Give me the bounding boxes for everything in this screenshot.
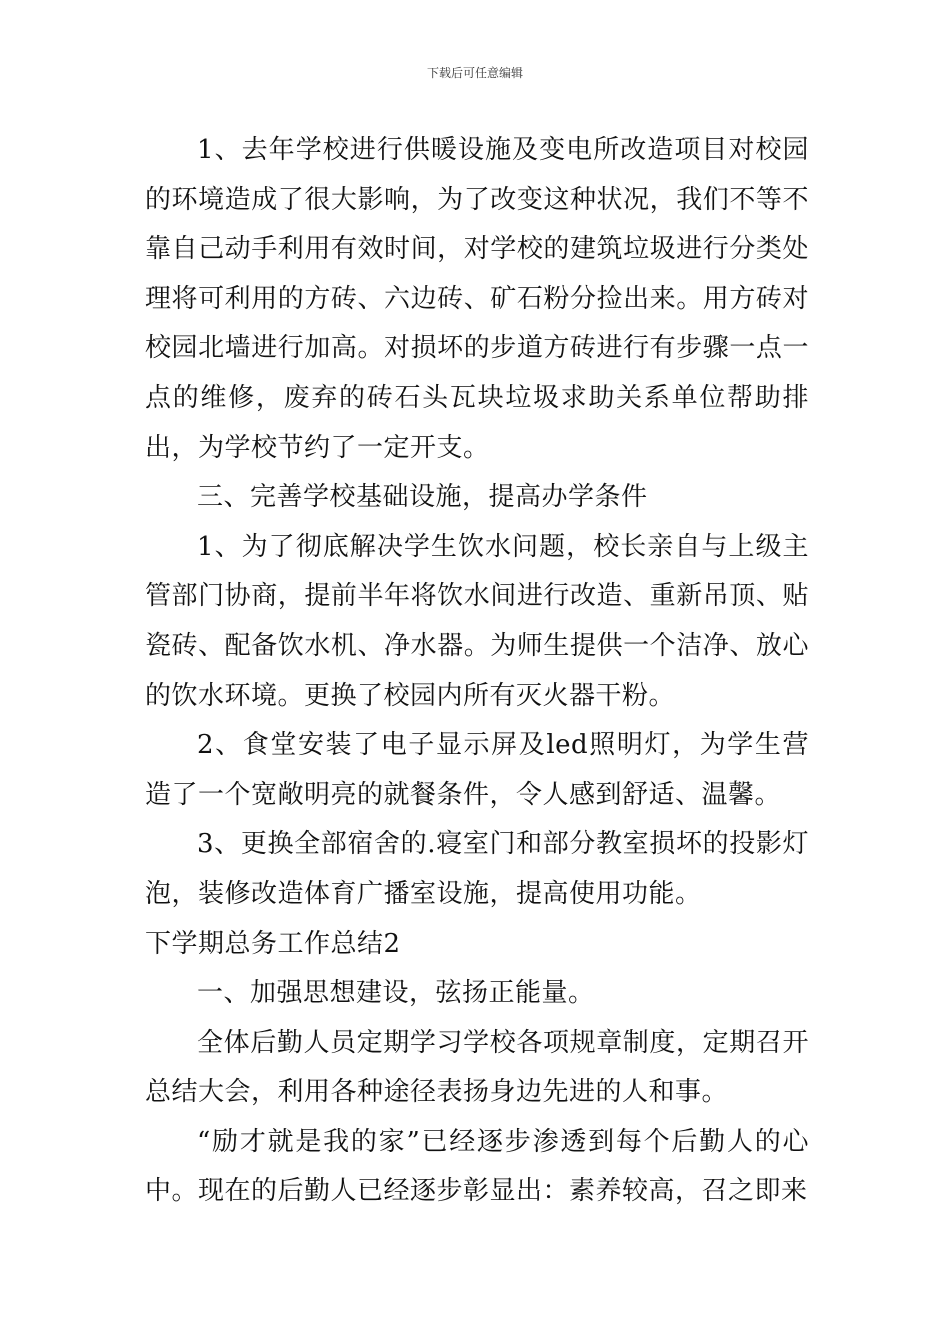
paragraph-drinking-water: 1、为了彻底解决学生饮水问题，校长亲自与上级主管部门协商，提前半年将饮水间进行改造、重新吊顶、贴瓷砖、配备饮水机、净水器。为师生提供一个洁净、放心的饮水环境。更换了校园内所有灭火器干粉。 xyxy=(145,531,809,711)
heading-ideology: 一、加强思想建设，弦扬正能量。 xyxy=(197,978,595,1009)
paragraph-dormitory: 3、更换全部宿舍的.寝室门和部分教室损坏的投影灯泡，装修改造体育广播室设施，提高使用功能。 xyxy=(145,829,809,909)
document-body xyxy=(145,126,809,1217)
paragraph-study-rules: 全体后勤人员定期学习学校各项规章制度，定期召开总结大会，利用各种途径表扬身边先进的人和事。 xyxy=(145,1027,809,1108)
page-header-note: 下载后可任意编辑 xyxy=(426,66,523,80)
paragraph-home-spirit: “励才就是我的家”已经逐步渗透到每个后勤人的心中。现在的后勤人已经逐步彰显出：素养较高，召之即来 xyxy=(145,1126,809,1207)
paragraph-canteen: 2、食堂安装了电子显示屏及led照明灯，为学生营造了一个宽敞明亮的就餐条件，令人感到舒适、温馨。 xyxy=(145,730,809,810)
paragraph-renovation: 1、去年学校进行供暖设施及变电所改造项目对校园的环境造成了很大影响，为了改变这种状况，我们不等不靠自己动手利用有效时间，对学校的建筑垃圾进行分类处理将可利用的方砖、六边砖、矿石粉分捡出来。用方砖对校园北墙进行加高。对损坏的步道方砖进行有步骤一点一点的维修，废弃的砖石头瓦块垃圾求助关系单位帮助排出，为学校节约了一定开支。 xyxy=(145,135,809,463)
heading-facilities: 三、完善学校基础设施，提高办学条件 xyxy=(197,482,648,513)
section-title: 下学期总务工作总结2 xyxy=(145,928,401,959)
